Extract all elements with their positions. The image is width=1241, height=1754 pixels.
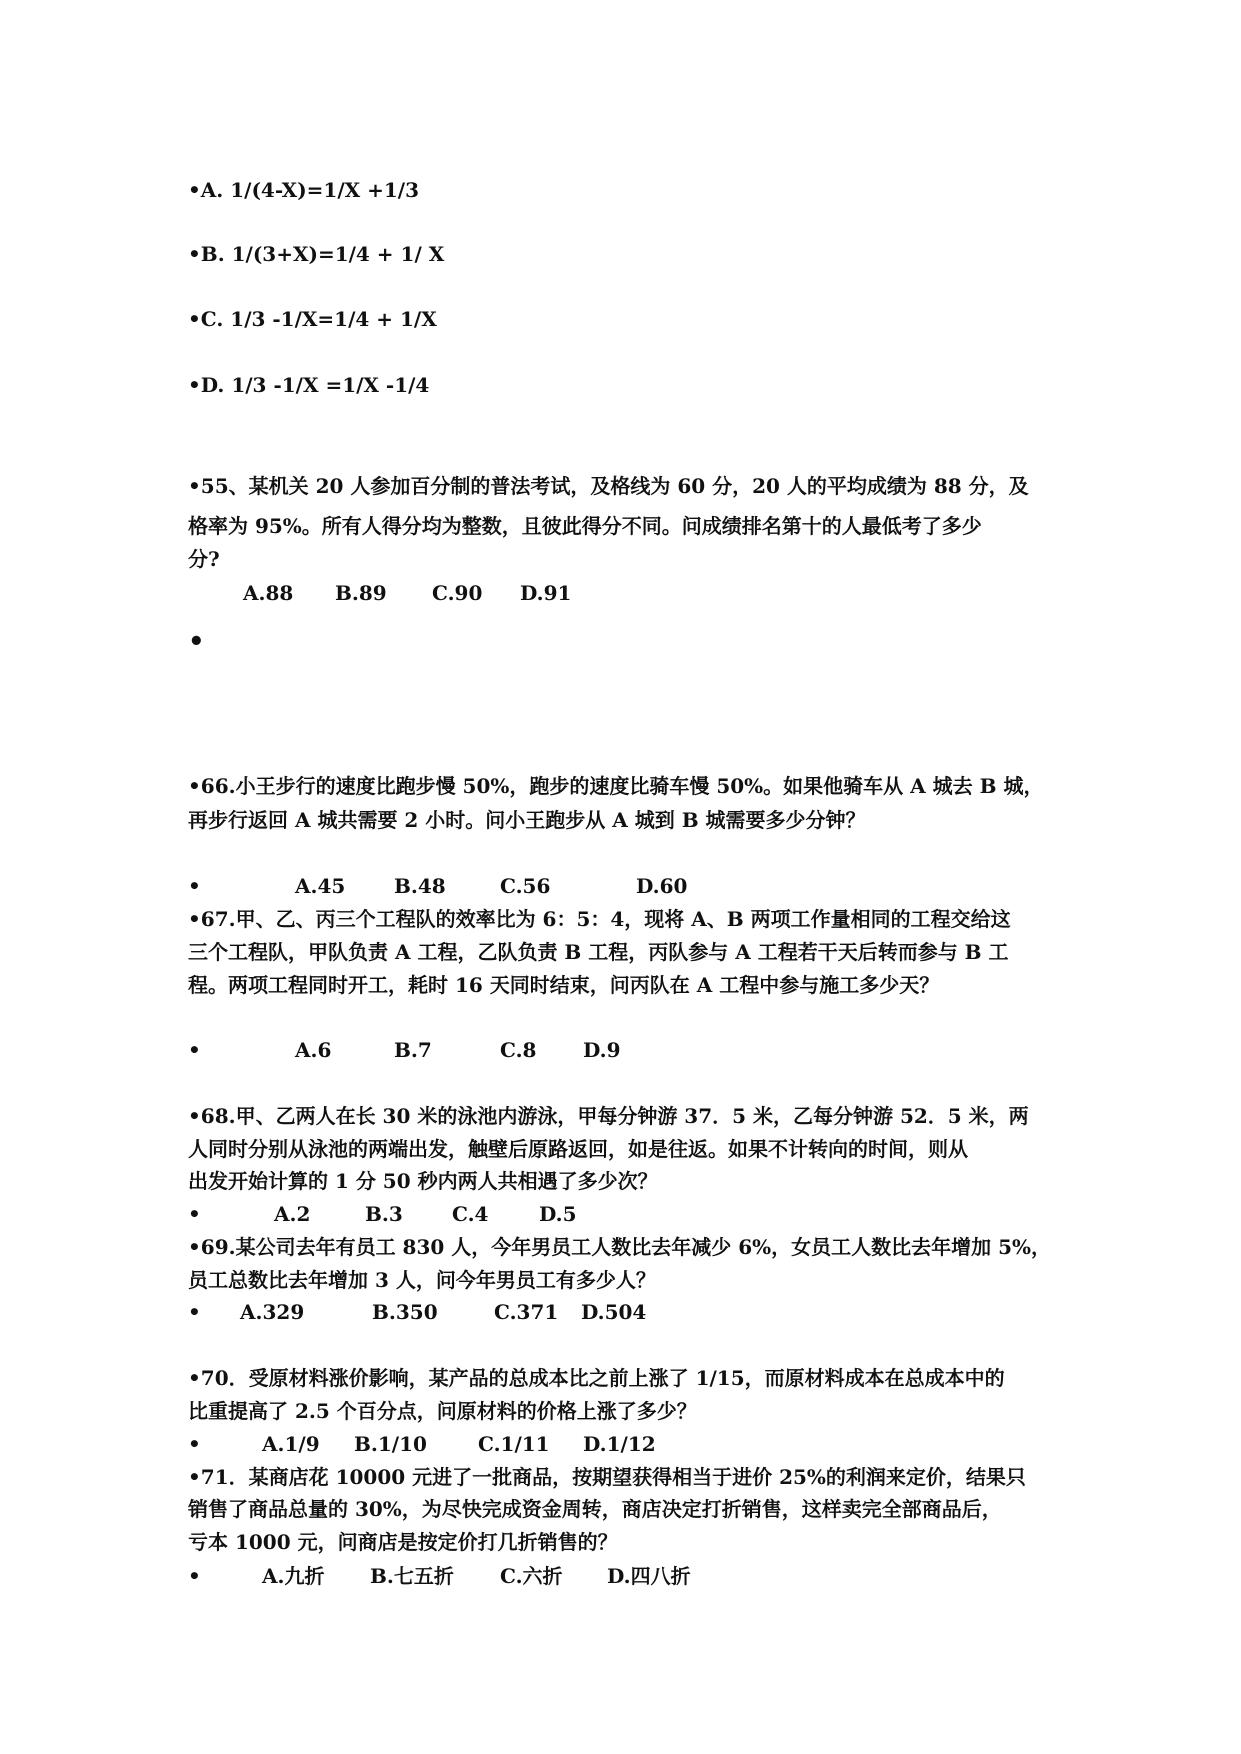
q68-bullet: • (188, 1202, 201, 1226)
q67-option-a: A.6 (295, 1038, 332, 1062)
q70-option-a: A.1/9 (262, 1432, 320, 1456)
q71-line-3: 亏本 1000 元，问商店是按定价打几折销售的？ (188, 1530, 618, 1554)
q55-option-d: D.91 (520, 581, 572, 605)
q71-line-1: •71．某商店花 10000 元进了一批商品，按期望获得相当于进价 25%的利润来定价，结果只 (188, 1465, 1026, 1489)
q71-bullet: • (188, 1564, 201, 1588)
q55-option-b: B.89 (335, 581, 387, 605)
q55-option-a: A.88 (243, 581, 294, 605)
q68-option-d: D.5 (539, 1202, 577, 1226)
q70-line-1: •70．受原材料涨价影响，某产品的总成本比之前上涨了 1/15，而原材料成本在总成本中的 (188, 1366, 1005, 1390)
q68-option-c: C.4 (452, 1202, 489, 1226)
q70-option-d: D.1/12 (583, 1432, 656, 1456)
q68-line-3: 出发开始计算的 1 分 50 秒内两人共相遇了多少次？ (188, 1169, 658, 1193)
empty-bullet: • (188, 627, 205, 657)
q69-option-d: D.504 (581, 1300, 647, 1324)
q68-option-b: B.3 (365, 1202, 403, 1226)
q71-option-c: C.六折 (500, 1564, 563, 1588)
q66-line-1: •66.小王步行的速度比跑步慢 50%，跑步的速度比骑车慢 50%。如果他骑车从 A 城去 B 城， (188, 774, 1044, 798)
q55-line-2: 格率为 95%。所有人得分均为整数，且彼此得分不同。问成绩排名第十的人最低考了多少 (188, 514, 982, 538)
q66-option-d: D.60 (636, 874, 688, 898)
q70-bullet: • (188, 1432, 201, 1456)
q67-line-3: 程。两项工程同时开工，耗时 16 天同时结束，问丙队在 A 工程中参与施工多少天？ (188, 973, 940, 997)
q55-option-c: C.90 (432, 581, 483, 605)
q55-line-1: •55、某机关 20 人参加百分制的普法考试，及格线为 60 分，20 人的平均成绩为 88 分，及 (188, 474, 1029, 498)
q68-line-1: •68.甲、乙两人在长 30 米的泳池内游泳，甲每分钟游 37．5 米，乙每分钟游 52．5 米，两 (188, 1104, 1029, 1128)
q70-line-2: 比重提高了 2.5 个百分点，问原材料的价格上涨了多少？ (188, 1399, 697, 1423)
q71-option-a: A.九折 (262, 1564, 325, 1588)
q67-option-b: B.7 (394, 1038, 432, 1062)
q71-option-b: B.七五折 (370, 1564, 454, 1588)
q70-option-c: C.1/11 (478, 1432, 550, 1456)
q71-line-2: 销售了商品总量的 30%，为尽快完成资金周转，商店决定打折销售，这样卖完全部商品后， (188, 1497, 1002, 1521)
q68-option-a: A.2 (274, 1202, 311, 1226)
q68-line-2: 人同时分别从泳池的两端出发，触壁后原路返回，如是往返。如果不计转向的时间，则从 (188, 1137, 968, 1161)
q66-line-2: 再步行返回 A 城共需要 2 小时。问小王跑步从 A 城到 B 城需要多少分钟？ (188, 808, 866, 832)
q67-bullet: • (188, 1038, 201, 1062)
q67-option-d: D.9 (583, 1038, 621, 1062)
q69-bullet: • (188, 1300, 201, 1324)
q67-line-1: •67.甲、乙、丙三个工程队的效率比为 6：5：4，现将 A、B 两项工作量相同的工程交给这 (188, 907, 1011, 931)
q54-option-c: •C. 1/3 -1/X=1/4 + 1/X (188, 307, 437, 331)
q66-bullet: • (188, 874, 201, 898)
q54-option-a: •A. 1/(4-X)=1/X +1/3 (188, 178, 420, 202)
q66-option-b: B.48 (394, 874, 446, 898)
q71-option-d: D.四八折 (607, 1564, 691, 1588)
q66-option-c: C.56 (500, 874, 551, 898)
q69-option-b: B.350 (372, 1300, 438, 1324)
q54-option-d: •D. 1/3 -1/X =1/X -1/4 (188, 373, 430, 397)
q67-option-c: C.8 (500, 1038, 537, 1062)
q66-option-a: A.45 (295, 874, 346, 898)
q69-line-2: 员工总数比去年增加 3 人，问今年男员工有多少人？ (188, 1268, 656, 1292)
q69-line-1: •69.某公司去年有员工 830 人，今年男员工人数比去年减少 6%，女员工人数比去年增加 5%， (188, 1235, 1052, 1259)
q54-option-b: •B. 1/(3+X)=1/4 + 1/ X (188, 242, 445, 266)
q55-line-3: 分? (188, 547, 220, 571)
q70-option-b: B.1/10 (354, 1432, 427, 1456)
q69-option-a: A.329 (240, 1300, 305, 1324)
q69-option-c: C.371 (494, 1300, 559, 1324)
q67-line-2: 三个工程队，甲队负责 A 工程，乙队负责 B 工程，丙队参与 A 工程若干天后转而参与 B 工 (188, 940, 1009, 964)
